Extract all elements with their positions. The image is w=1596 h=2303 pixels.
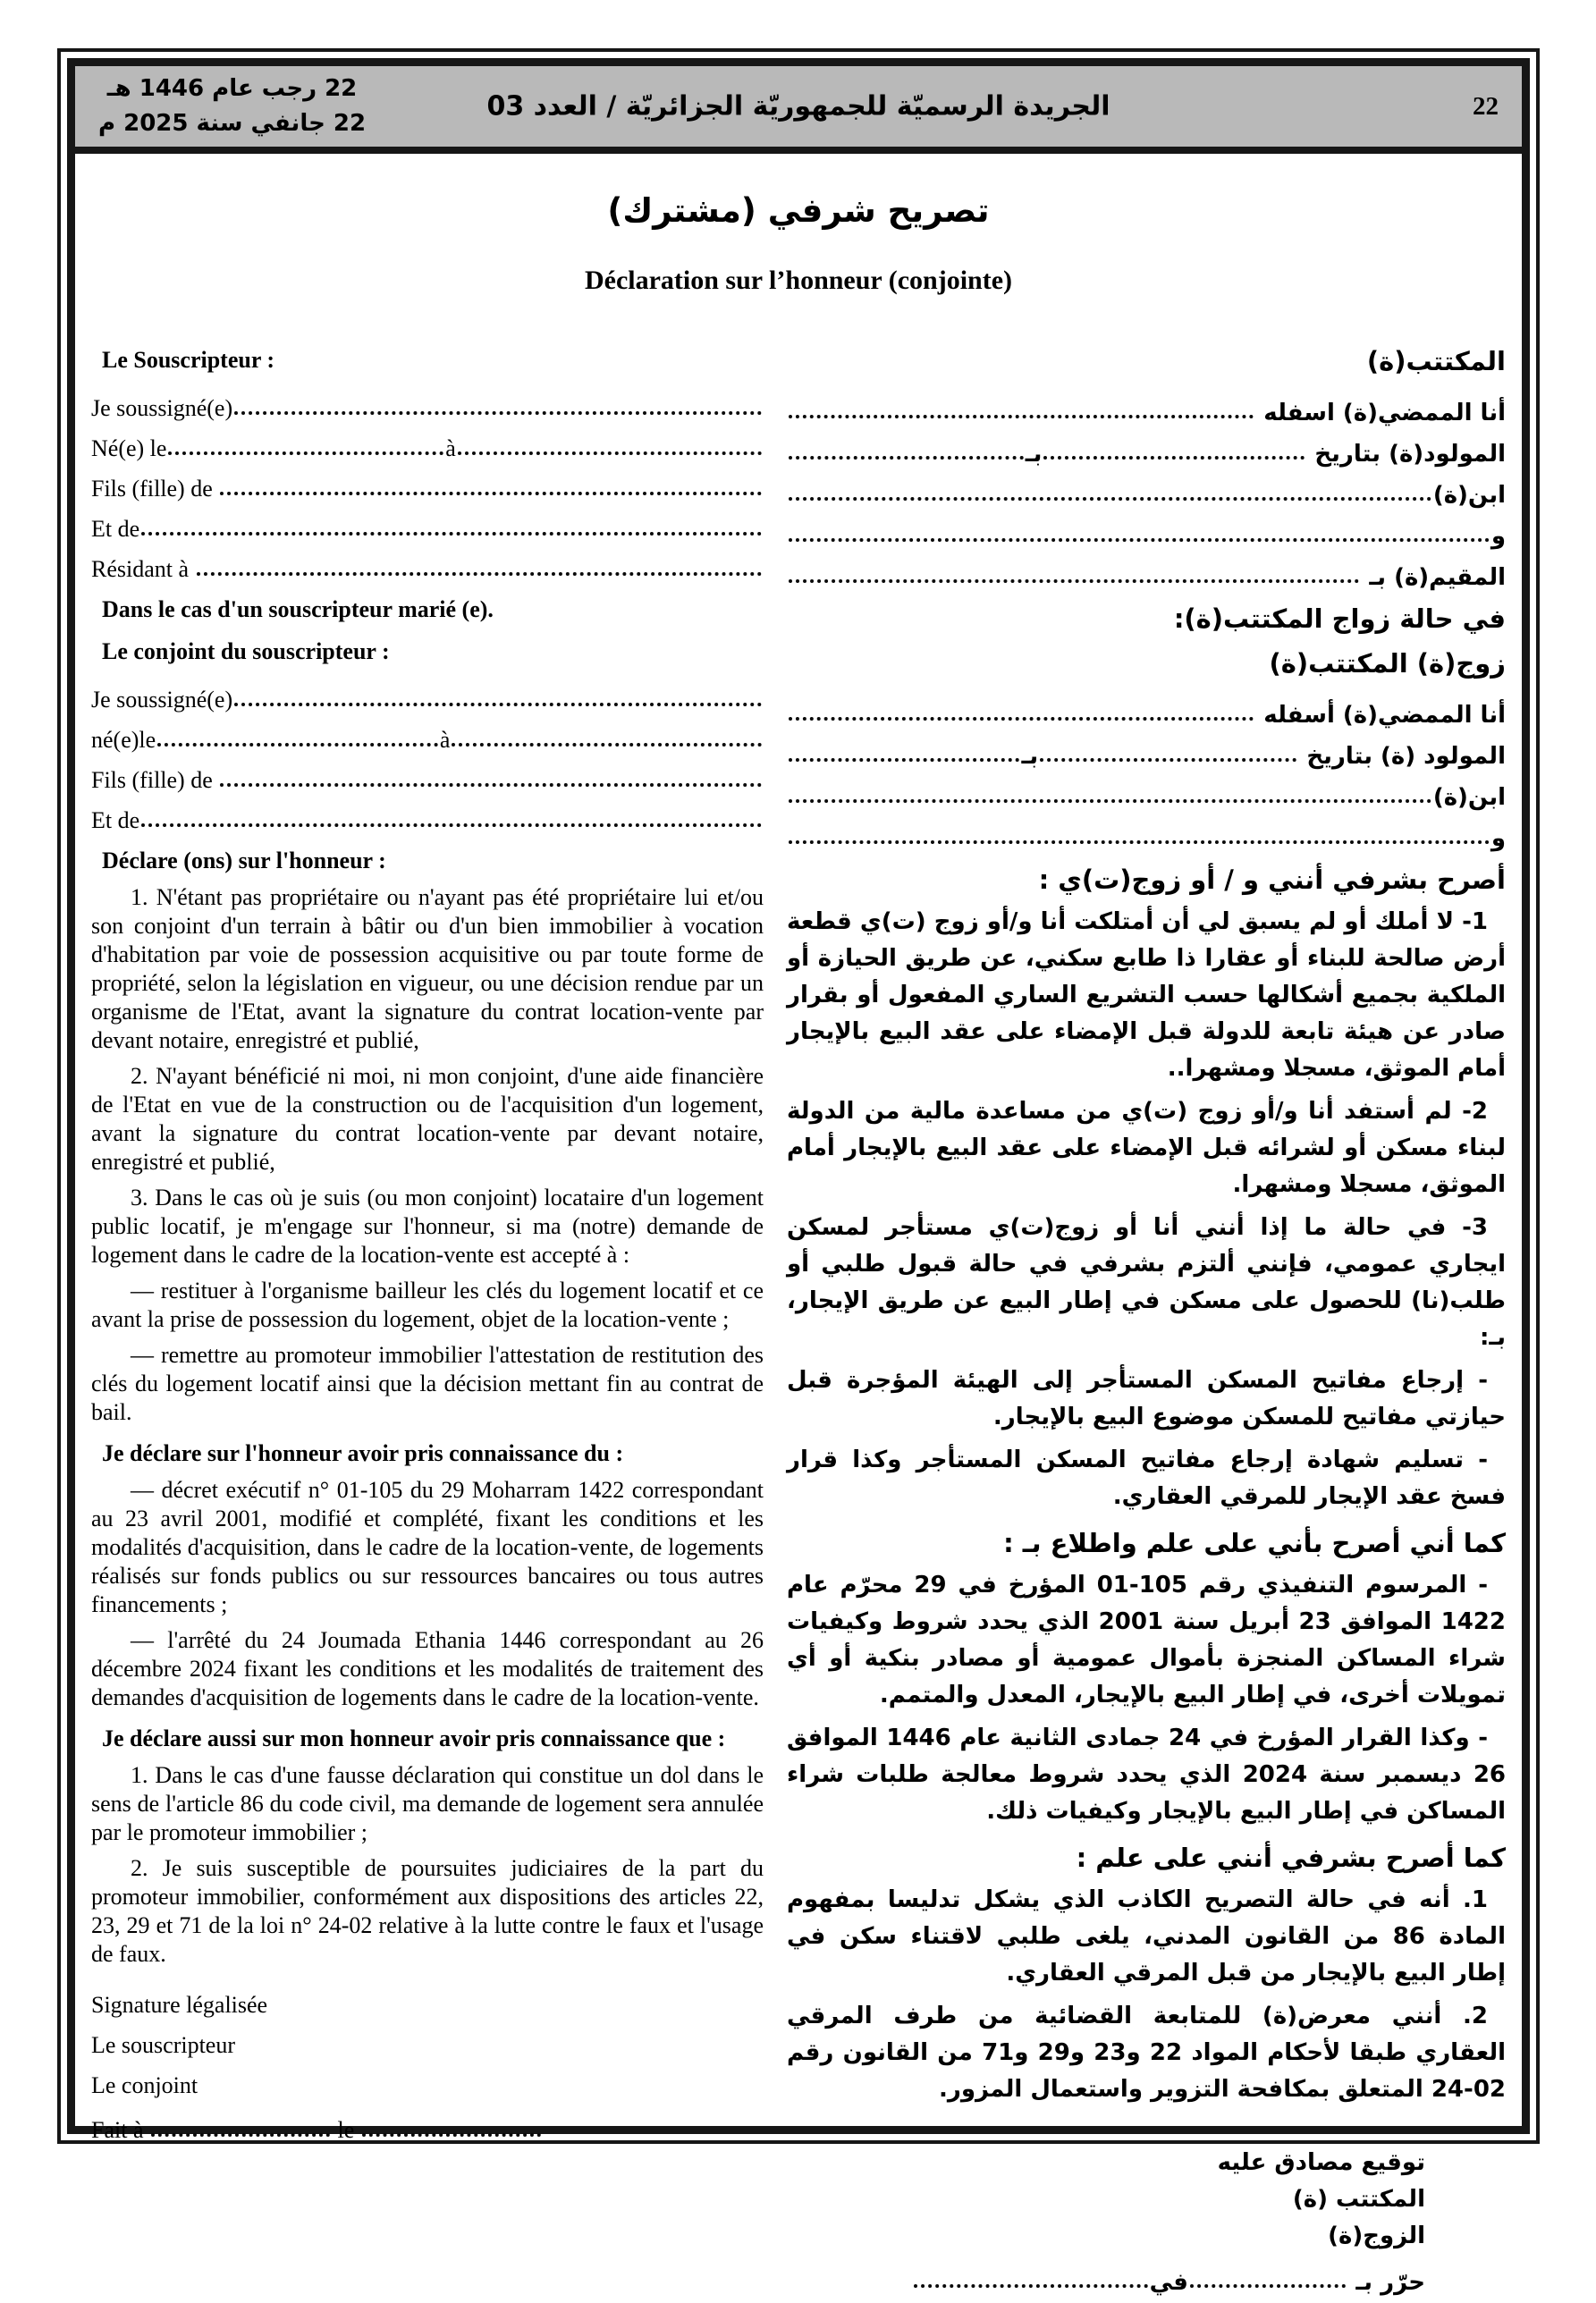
paragraph: - إرجاع مفاتيح المسكن المستأجر إلى الهيئة المؤجرة قبل حيازتي مفاتيح للمسكن موضوع البيع بالإيجار.: [787, 1367, 1506, 1430]
dotted-fill: [789, 840, 1490, 844]
dotted-fill: [220, 783, 762, 787]
form-line: [91, 543, 764, 583]
paragraph: - تسليم شهادة إرجاع مفاتيح المسكن المستأجر وكذا قرار فسخ عقد الإيجار للمرقي العقاري.: [787, 1447, 1506, 1510]
form-label: Je soussigné(e): [91, 395, 233, 421]
form-label: حرّر بـ: [1347, 2269, 1425, 2296]
paragraph: 2. Je suis susceptible de poursuites judiciaires de la part du promoteur immobilier, conformément aux dispositions des articles 22, 23, 29 et 71 de la loi n° 24-02 relative à la lutte contre le faux et l'usage de faux.: [91, 1855, 764, 1967]
dotted-fill: [789, 799, 1431, 803]
dotted-fill: [789, 538, 1490, 542]
dotted-fill: [234, 703, 762, 706]
paragraph: 3- في حالة ما إذا أنني أنا أو زوج(ت)ي مستأجر لمسكن ايجاري عمومي، فإنني ألتزم بشرفي في حالة قبول طلبي أو طلب(نا) للحصول على مسكن في إطار البيع عن طريق الإيجار، بـ:: [787, 1214, 1506, 1351]
document-title-french: Déclaration sur l’honneur (conjointe): [584, 266, 1013, 295]
dotted-fill: [789, 579, 1359, 583]
form-line: [787, 729, 1506, 770]
form-label: le: [332, 2117, 360, 2143]
date-hijri: 22 رجب عام 1446 هـ: [106, 75, 358, 102]
section-heading: Le Souscripteur :: [102, 347, 275, 373]
date-gregorian: 22 جانفي سنة 2025 م: [98, 110, 367, 137]
section-heading: Je déclare aussi sur mon honneur avoir pris connaissance que :: [102, 1725, 726, 1751]
form-line: [91, 754, 764, 794]
page-header: [75, 66, 1522, 154]
section-heading: Déclare (ons) sur l'honneur :: [102, 848, 386, 873]
text-line: Signature légalisée: [91, 1992, 268, 2018]
dotted-fill: [197, 572, 762, 576]
dotted-fill: [914, 2284, 1148, 2288]
dotted-fill: [141, 823, 762, 827]
dotted-fill: [1040, 758, 1296, 762]
section-heading: Le conjoint du souscripteur :: [102, 638, 390, 664]
form-label: و: [1490, 825, 1506, 852]
form-line: [91, 502, 764, 543]
form-line: [91, 422, 764, 462]
dotted-fill: [157, 743, 438, 747]
section-heading: المكتتب(ة): [1366, 346, 1506, 376]
form-line: [787, 509, 1506, 550]
page-number: 22: [1473, 91, 1499, 121]
dotted-fill: [234, 411, 762, 415]
form-line: [787, 770, 1506, 811]
paragraph: 1. N'étant pas propriétaire ou n'ayant pas été propriétaire lui et/ou son conjoint d'un terrain à bâtir ou d'un bien immobilier à vocation d'habitation par voie de possession acquisitive ou par toute forme de propriété, selon la législation en vigueur, ou une décision rendue par un organisme de l'Etat, avant la signature du contrat location-vente par devant notaire, enregistré et publié,: [91, 884, 764, 1053]
page-frame: [57, 48, 1540, 2296]
form-label: بـ: [1021, 743, 1039, 770]
paragraph: — décret exécutif n° 01-105 du 29 Moharram 1422 correspondant au 23 avril 2001, modifié et complété, fixant les conditions et les modalités d'acquisition, dans le cadre de la location-vente, de logements réalisés sur fonds publics ou sur ressources bancaires ou tous autres financements ;: [91, 1477, 764, 1617]
form-label: أنا الممضي(ة) أسفله: [1255, 702, 1506, 729]
paragraph: — restituer à l'organisme bailleur les clés du logement locatif et ce avant la prise de possession du logement, objet de la location-vente ;: [91, 1278, 764, 1332]
section-heading: Je déclare sur l'honneur avoir pris connaissance du :: [102, 1440, 624, 1466]
text-line: الزوج(ة): [1328, 2223, 1425, 2249]
dotted-fill: [151, 2133, 330, 2137]
form-line: [787, 426, 1506, 468]
form-label: né(e)le: [91, 727, 156, 753]
dotted-fill: [458, 451, 762, 455]
form-label: Et de: [91, 807, 140, 833]
form-label: Né(e) le: [91, 435, 167, 461]
text-line: توقيع مصادق عليه: [1217, 2149, 1425, 2176]
paragraph: 1. أنه في حالة التصريح الكاذب الذي يشكل تدليسا بمفهوم المادة 86 من القانون المدني، يلغى طلبي لاقتناء سكن في إطار البيع بالإيجار من قبل المرقي العقاري.: [787, 1886, 1506, 1987]
form-label: Fils (fille) de: [91, 476, 219, 502]
form-line: [787, 811, 1506, 852]
spacer: [787, 2114, 1506, 2145]
dotted-fill: [789, 497, 1431, 501]
arabic-column: [787, 333, 1506, 2296]
dotted-fill: [789, 456, 1024, 460]
section-heading: زوج(ة) المكتتب(ة): [1269, 648, 1506, 679]
form-label: à: [439, 727, 451, 753]
paragraph: 2. أنني معرض(ة) للمتابعة القضائية من طرف المرقي العقاري طبقا لأحكام المواد 22 و23 و29 و71 من القانون رقم 02-24 المتعلق بمكافحة التزوير واستعمال المزور.: [787, 2003, 1507, 2103]
form-label: Fait à: [91, 2117, 149, 2143]
form-line: [787, 385, 1506, 426]
form-line: [912, 2255, 1425, 2296]
form-label: و: [1490, 523, 1506, 550]
form-label: المولود(ة) بتاريخ: [1306, 441, 1506, 468]
form-label: المقيم(ة) بـ: [1361, 564, 1506, 591]
form-line: [91, 794, 764, 834]
dotted-fill: [1190, 2284, 1346, 2288]
two-column-layout: [91, 333, 1506, 2296]
paragraph: — l'arrêté du 24 Joumada Ethania 1446 correspondant au 26 décembre 2024 fixant les conditions et les modalités de traitement des demandes d'acquisition de logements dans le cadre de la location-vente.: [91, 1627, 764, 1710]
form-line: [91, 382, 764, 422]
paragraph: 1. Dans le cas d'une fausse déclaration qui constitue un dol dans le sens de l'article 86 du code civil, ma demande de logement sera annulée par le promoteur immobilier ;: [91, 1762, 764, 1845]
form-label: Je soussigné(e): [91, 687, 233, 713]
paragraph: — remettre au promoteur immobilier l'attestation de restitution des clés du logement locatif ainsi que la décision mettant fin au contrat de bail.: [91, 1342, 764, 1425]
form-label: بـ: [1025, 441, 1043, 468]
form-label: Fils (fille) de: [91, 767, 219, 793]
dotted-fill: [362, 2133, 541, 2137]
section-heading: كما أني أصرح بأني على علم واطلاع بـ :: [1003, 1528, 1506, 1558]
paragraph: 2- لم أستفد أنا و/أو زوج (ت)ي من مساعدة مالية من الدولة لبناء مسكن أو لشرائه قبل الإمضاء على عقد البيع بالإيجار أمام الموثق، مسجلا ومشهرا.: [787, 1098, 1506, 1198]
text-line: Le conjoint: [91, 2072, 198, 2098]
form-line: [91, 673, 764, 713]
dotted-fill: [789, 758, 1019, 762]
section-heading: في حالة زواج المكتتب(ة):: [1173, 603, 1506, 634]
form-label: في: [1149, 2269, 1188, 2296]
dotted-fill: [452, 743, 762, 747]
section-heading: كما أصرح بشرفي أنني على علم :: [1076, 1843, 1506, 1873]
form-label: أنا الممضي(ة) اسفله: [1255, 400, 1506, 426]
document-title-arabic: تصريح شرفي (مشترك): [607, 191, 990, 230]
text-line: Le souscripteur: [91, 2032, 236, 2058]
form-label: à: [445, 435, 456, 461]
form-label: المولود (ة) بتاريخ: [1298, 743, 1506, 770]
dotted-fill: [1043, 456, 1305, 460]
form-line: [91, 462, 764, 502]
dotted-fill: [168, 451, 443, 455]
dotted-fill: [141, 532, 762, 536]
form-body: [75, 154, 1522, 2303]
paragraph: 2. N'ayant bénéficié ni moi, ni mon conjoint, d'une aide financière de l'Etat en vue de la construction ou de l'acquisition d'un logement, avant la signature du contrat location-vente par devant notaire, enregistré et publié,: [91, 1063, 764, 1175]
journal-title: الجريدة الرسميّة للجمهوريّة الجزائريّة / العدد 03: [486, 90, 1110, 122]
paragraph: - وكذا القرار المؤرخ في 24 جمادى الثانية عام 1446 الموافق 26 ديسمبر سنة 2024 الذي يحدد شروط معالجة طلبات شراء المساكن في إطار البيع بالإيجار وكيفيات ذلك.: [787, 1725, 1506, 1825]
form-line: [787, 550, 1506, 591]
dotted-fill: [789, 717, 1254, 721]
text-line: المكتتب (ة): [1292, 2186, 1425, 2213]
content-frame: [67, 58, 1530, 2296]
spacer: [91, 1976, 764, 1983]
form-line: [91, 713, 764, 754]
form-label: ابن(ة): [1432, 784, 1506, 811]
paragraph: 1- لا أملك أو لم يسبق لي أن أمتلكت أنا و/أو زوج (ت)ي قطعة أرض صالحة للبناء أو عقارا ذا طابع سكني، عن طريق الحيازة أو الملكية بجميع أشكالها حسب التشريع الساري المفعول أو بقرار صادر عن هيئة تابعة للدولة قبل الإمضاء على عقد البيع بالإيجار أمام الموثق، مسجلا ومشهرا..: [787, 908, 1506, 1082]
section-heading: Dans le cas d'un souscripteur marié (e).: [102, 596, 494, 622]
dotted-fill: [789, 415, 1254, 418]
paragraph: 3. Dans le cas où je suis (ou mon conjoint) locataire d'un logement public locatif, je m'engage sur l'honneur, si ma (notre) demande de logement dans le cadre de la location-vente est accepté à :: [91, 1185, 764, 1268]
dotted-fill: [220, 492, 762, 495]
paragraph: - المرسوم التنفيذي رقم 105-01 المؤرخ في 29 محرّم عام 1422 الموافق 23 أبريل سنة 2001 الذي يحدد شروط وكيفيات شراء المساكن المنجزة بأموال عمومية أو مصادر بنكية أو أي تمويلات أخرى، في إطار البيع بالإيجار، المعدل والمتمم.: [787, 1572, 1506, 1708]
section-heading: أصرح بشرفي أنني و / أو زوج(ت)ي :: [1038, 865, 1506, 895]
form-label: ابن(ة): [1432, 482, 1506, 509]
form-label: Résidant à: [91, 556, 195, 582]
form-label: Et de: [91, 516, 140, 542]
form-line: [91, 2104, 764, 2144]
form-line: [787, 468, 1506, 509]
form-line: [787, 688, 1506, 729]
french-column: [91, 333, 764, 2144]
